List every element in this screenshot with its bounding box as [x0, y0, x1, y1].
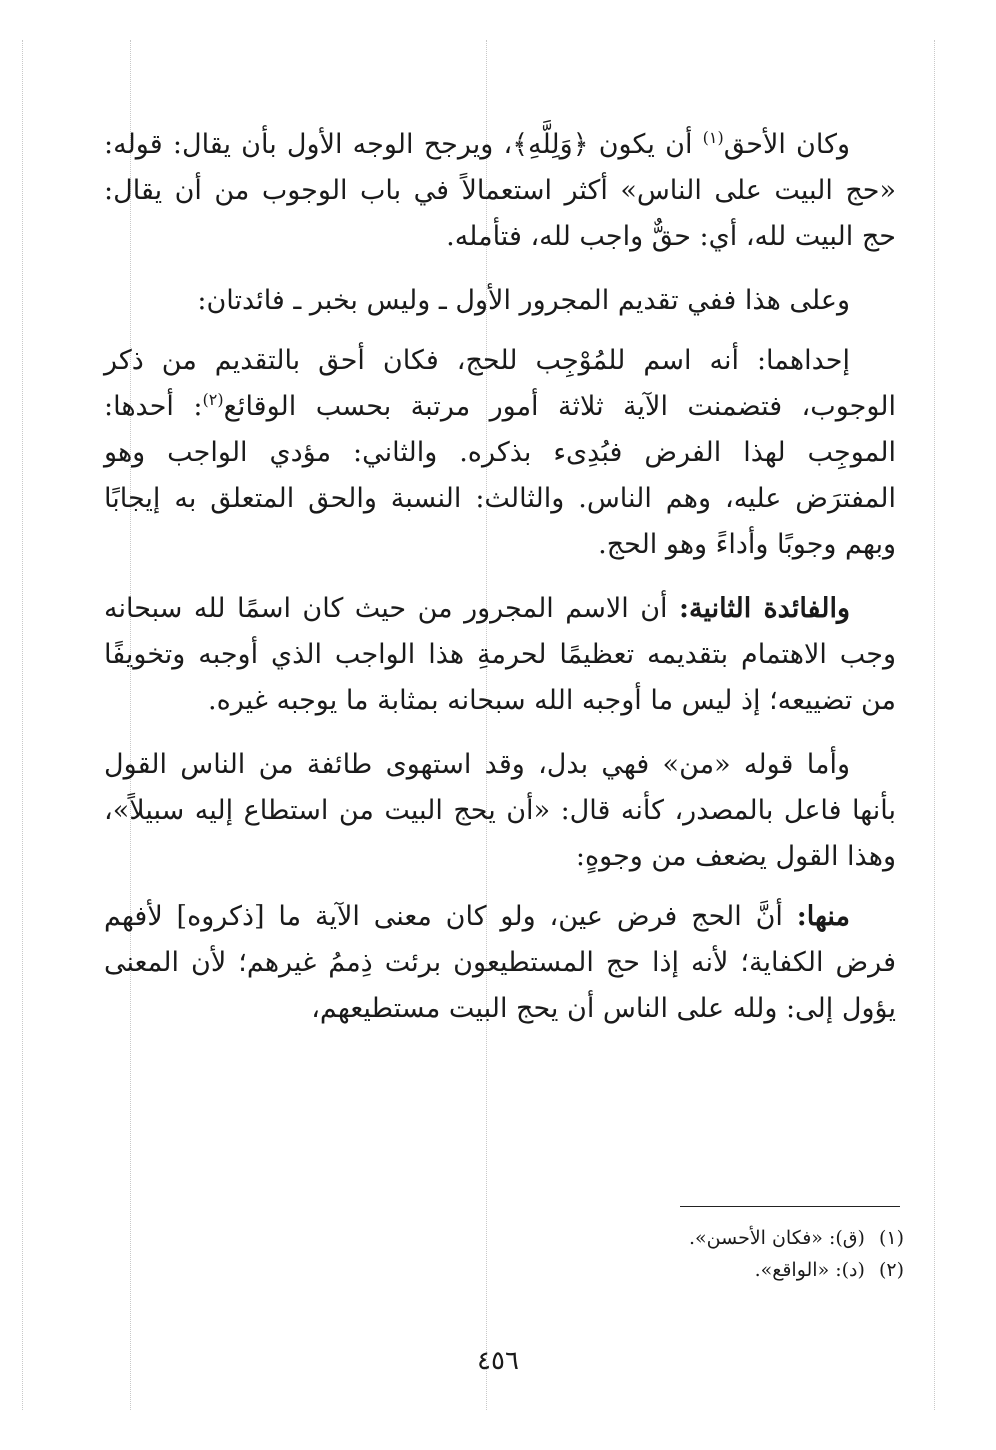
footnote-ref-1: (١): [702, 128, 724, 147]
footnote-ref-2: (٢): [202, 390, 224, 409]
paragraph-6: [104, 894, 896, 1032]
paragraph-text: : أحدها: الموجِب لهذا الفرض فبُدِىء بذكره. والثاني: مؤدي الواجب وهو المفترَض عليه، وهم الناس. والثالث: النسبة والحق المتعلق به إيجابًا وبهم وجوبًا وأداءً وهو الحج.: [104, 391, 896, 560]
paragraph-text: إحداهما: أنه اسم للمُوْجِب للحج، فكان أحق بالتقديم من ذكر الوجوب، فتضمنت الآية ثلاثة أمور مرتبة بحسب الوقائع: [104, 345, 897, 422]
paragraph-2: وعلى هذا ففي تقديم المجرور الأول ـ وليس بخبر ـ فائدتان:: [197, 285, 850, 316]
footnote-text: (د): «الواقع».: [754, 1259, 865, 1281]
footnotes: [404, 1222, 904, 1286]
footnote-divider: [680, 1206, 900, 1207]
footnote-text: (ق): «فكان الأحسن».: [689, 1227, 865, 1249]
paragraph-3: [104, 338, 896, 568]
paragraph-text: وكان الأحق: [723, 129, 850, 160]
bold-heading: منها:: [796, 901, 850, 932]
footnote-1: [404, 1222, 904, 1254]
body-text: [104, 122, 896, 1050]
margin-dotted-line: [934, 40, 935, 1410]
page-number: ٤٥٦: [477, 1346, 519, 1376]
paragraph-text: أن الاسم المجرور من حيث كان اسمًا لله سبحانه وجب الاهتمام بتقديمه تعظيمًا لحرمةِ هذا الواجب الذي أوجبه وتخويفًا من تضييعه؛ إذ ليس ما أوجبه الله سبحانه بمثابة ما يوجبه غيره.: [104, 593, 896, 716]
footnote-number: (٢): [878, 1259, 904, 1281]
paragraph-text: أنَّ الحج فرض عين، ولو كان معنى الآية ما [ذكروه] لأفهم فرض الكفاية؛ لأنه إذا حج المستطيعون برئت ذِممُ غيرهم؛ لأن المعنى يؤول إلى: ولله على الناس أن يحج البيت مستطيعهم،: [104, 901, 896, 1024]
bold-heading: والفائدة الثانية:: [679, 593, 850, 624]
paragraph-text: أن يكون ﴿وَلِلَّهِ﴾، ويرجح الوجه الأول بأن يقال: قوله: «حج البيت على الناس» أكثر استعمالاً في باب الوجوب من أن يقال: حج البيت لله، أي: حقٌّ واجب لله، فتأمله.: [104, 129, 896, 252]
margin-dotted-line: [22, 40, 23, 1410]
paragraph-1: [104, 122, 896, 260]
footnote-2: [404, 1254, 904, 1286]
paragraph-4: [104, 586, 896, 724]
paragraph-5: وأما قوله «من» فهي بدل، وقد استهوى طائفة من الناس القول بأنها فاعل بالمصدر، كأنه قال: «أن يحج البيت من استطاع إليه سبيلاً»، وهذا القول يضعف من وجوهٍ:: [104, 749, 896, 872]
footnote-number: (١): [878, 1227, 904, 1249]
